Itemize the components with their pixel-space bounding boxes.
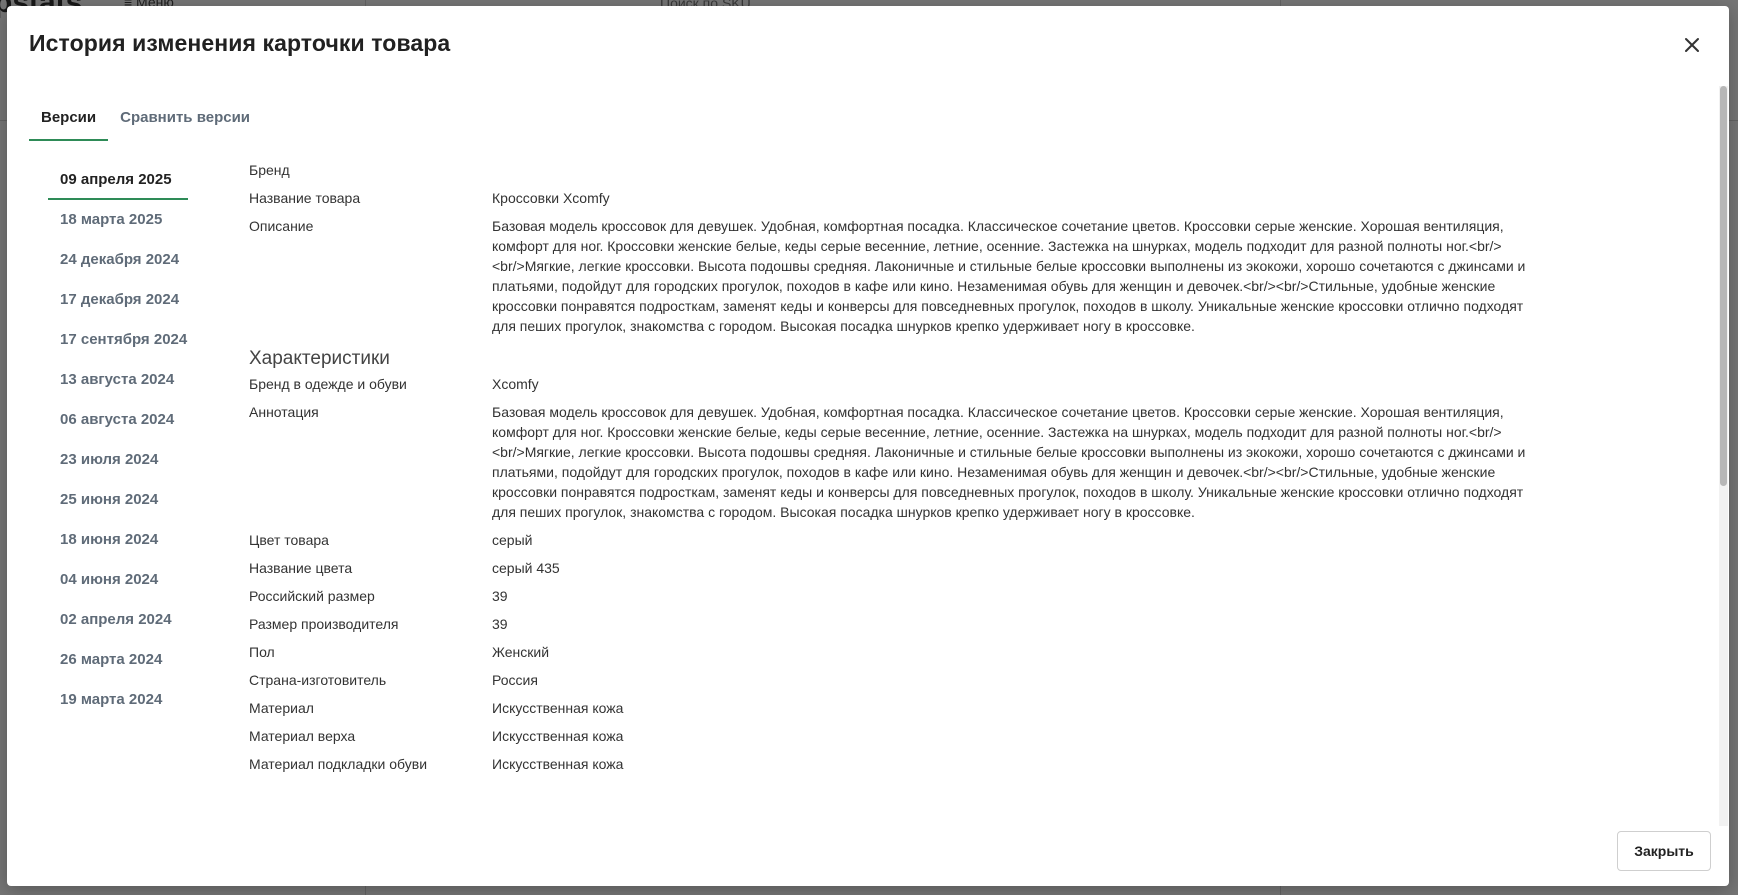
version-item[interactable] xyxy=(48,440,198,480)
field-label: Пол xyxy=(249,644,275,660)
version-date: 26 марта 2024 xyxy=(60,651,163,668)
field-row xyxy=(249,698,1549,718)
product-history-modal xyxy=(7,6,1729,886)
field-row xyxy=(249,374,1549,394)
version-date: 17 декабря 2024 xyxy=(60,291,180,308)
version-item[interactable] xyxy=(48,600,198,640)
field-row xyxy=(249,530,1549,550)
field-value: Искусственная кожа xyxy=(492,756,624,772)
field-label: Размер производителя xyxy=(249,616,399,632)
field-value: 39 xyxy=(492,616,508,632)
field-value: Базовая модель кроссовок для девушек. Удобная, комфортная посадка. Классическое сочетание цветов. Кроссовки серые женские. Хорошая вентиляция, комфорт для ног. Кроссовки женские белые, кеды серые весенние, летние, осенние. Застежка на шнурках, модель подходит для разной полноты ног.<br/><br/>Мягкие, легкие кроссовки. Высота подошвы средняя. Лаконичные и стильные белые кроссовки выполнены из экокожи, хорошо сочетаются с джинсами и платьями, подойдут для городских прогулок, походов в кафе или кино. Незаменимая обувь для женщин и девочек.<br/><br/>Стильные, удобные женские кроссовки понравятся подросткам, заменят кеды и конверсы для повседневных прогулок, походов в школу. Уникальные женские кроссовки отлично подходят для пеших прогулок, знакомства с городом. Высокая посадка шнурков крепко удерживает ногу в кроссовке. xyxy=(492,404,1526,520)
field-row xyxy=(249,160,1549,180)
version-date: 09 апреля 2025 xyxy=(60,171,172,188)
tab-versions[interactable]: Версии xyxy=(29,101,108,141)
field-row xyxy=(249,670,1549,690)
version-details xyxy=(249,160,1549,810)
field-row xyxy=(249,558,1549,578)
version-date: 06 августа 2024 xyxy=(60,411,175,428)
field-row xyxy=(249,642,1549,662)
version-item[interactable] xyxy=(48,360,198,400)
field-row xyxy=(249,188,1549,208)
field-value: серый 435 xyxy=(492,560,560,576)
field-label: Материал подкладки обуви xyxy=(249,756,428,772)
field-label: Бренд в одежде и обуви xyxy=(249,376,407,392)
version-item[interactable] xyxy=(48,160,198,200)
version-item[interactable] xyxy=(48,480,198,520)
field-value: Xcomfy xyxy=(492,376,539,392)
field-value: 39 xyxy=(492,588,508,604)
field-label: Аннотация xyxy=(249,404,319,420)
version-item[interactable] xyxy=(48,400,198,440)
scrollbar-thumb[interactable] xyxy=(1720,86,1727,486)
tabs-bar xyxy=(29,101,262,141)
version-date: 18 марта 2025 xyxy=(60,211,163,228)
version-date: 25 июня 2024 xyxy=(60,491,159,508)
version-date: 23 июля 2024 xyxy=(60,451,159,468)
field-row xyxy=(249,614,1549,634)
version-date: 02 апреля 2024 xyxy=(60,611,172,628)
field-value: Искусственная кожа xyxy=(492,700,624,716)
field-value: Базовая модель кроссовок для девушек. Удобная, комфортная посадка. Классическое сочетание цветов. Кроссовки серые женские. Хорошая вентиляция, комфорт для ног. Кроссовки женские белые, кеды серые весенние, летние, осенние. Застежка на шнурках, модель подходит для разной полноты ног.<br/><br/>Мягкие, легкие кроссовки. Высота подошвы средняя. Лаконичные и стильные белые кроссовки выполнены из экокожи, хорошо сочетаются с джинсами и платьями, подойдут для городских прогулок, походов в кафе или кино. Незаменимая обувь для женщин и девочек.<br/><br/>Стильные, удобные женские кроссовки понравятся подросткам, заменят кеды и конверсы для повседневных прогулок, походов в школу. Уникальные женские кроссовки отлично подходят для пеших прогулок, знакомства с городом. Высокая посадка шнурков крепко удерживает ногу в кроссовке. xyxy=(492,218,1526,334)
field-label: Материал верха xyxy=(249,728,356,744)
field-value: Искусственная кожа xyxy=(492,728,624,744)
modal-title: История изменения карточки товара xyxy=(29,30,451,56)
version-date: 17 сентября 2024 xyxy=(60,331,188,348)
field-label: Российский размер xyxy=(249,588,375,604)
version-date: 19 марта 2024 xyxy=(60,691,163,708)
field-row xyxy=(249,402,1549,522)
field-value: серый xyxy=(492,532,533,548)
close-icon[interactable] xyxy=(1677,30,1707,60)
field-row xyxy=(249,586,1549,606)
version-date: 13 августа 2024 xyxy=(60,371,175,388)
characteristics-title: Характеристики xyxy=(249,348,390,369)
version-date: 24 декабря 2024 xyxy=(60,251,180,268)
version-item[interactable] xyxy=(48,320,198,360)
field-label: Цвет товара xyxy=(249,532,329,548)
version-item[interactable] xyxy=(48,640,198,680)
field-label: Материал xyxy=(249,700,314,716)
version-item[interactable] xyxy=(48,200,198,240)
field-label: Название товара xyxy=(249,190,361,206)
version-date: 04 июня 2024 xyxy=(60,571,159,588)
field-label: Страна-изготовитель xyxy=(249,672,387,688)
version-item[interactable] xyxy=(48,240,198,280)
field-label: Бренд xyxy=(249,162,290,178)
field-value: Россия xyxy=(492,672,538,688)
version-date: 18 июня 2024 xyxy=(60,531,159,548)
versions-list xyxy=(48,160,198,720)
field-row xyxy=(249,726,1549,746)
active-version-indicator xyxy=(48,198,188,200)
tab-compare-versions[interactable]: Сравнить версии xyxy=(120,109,251,126)
field-row xyxy=(249,216,1549,336)
version-item[interactable] xyxy=(48,520,198,560)
field-value: Женский xyxy=(492,644,550,660)
field-value xyxy=(492,160,1547,180)
version-item[interactable] xyxy=(48,560,198,600)
close-button[interactable]: Закрыть xyxy=(1617,831,1711,871)
version-item[interactable] xyxy=(48,680,198,720)
field-label: Описание xyxy=(249,218,314,234)
field-row xyxy=(249,754,1549,774)
field-value: Кроссовки Xcomfy xyxy=(492,190,610,206)
field-label: Название цвета xyxy=(249,560,353,576)
version-item[interactable] xyxy=(48,280,198,320)
